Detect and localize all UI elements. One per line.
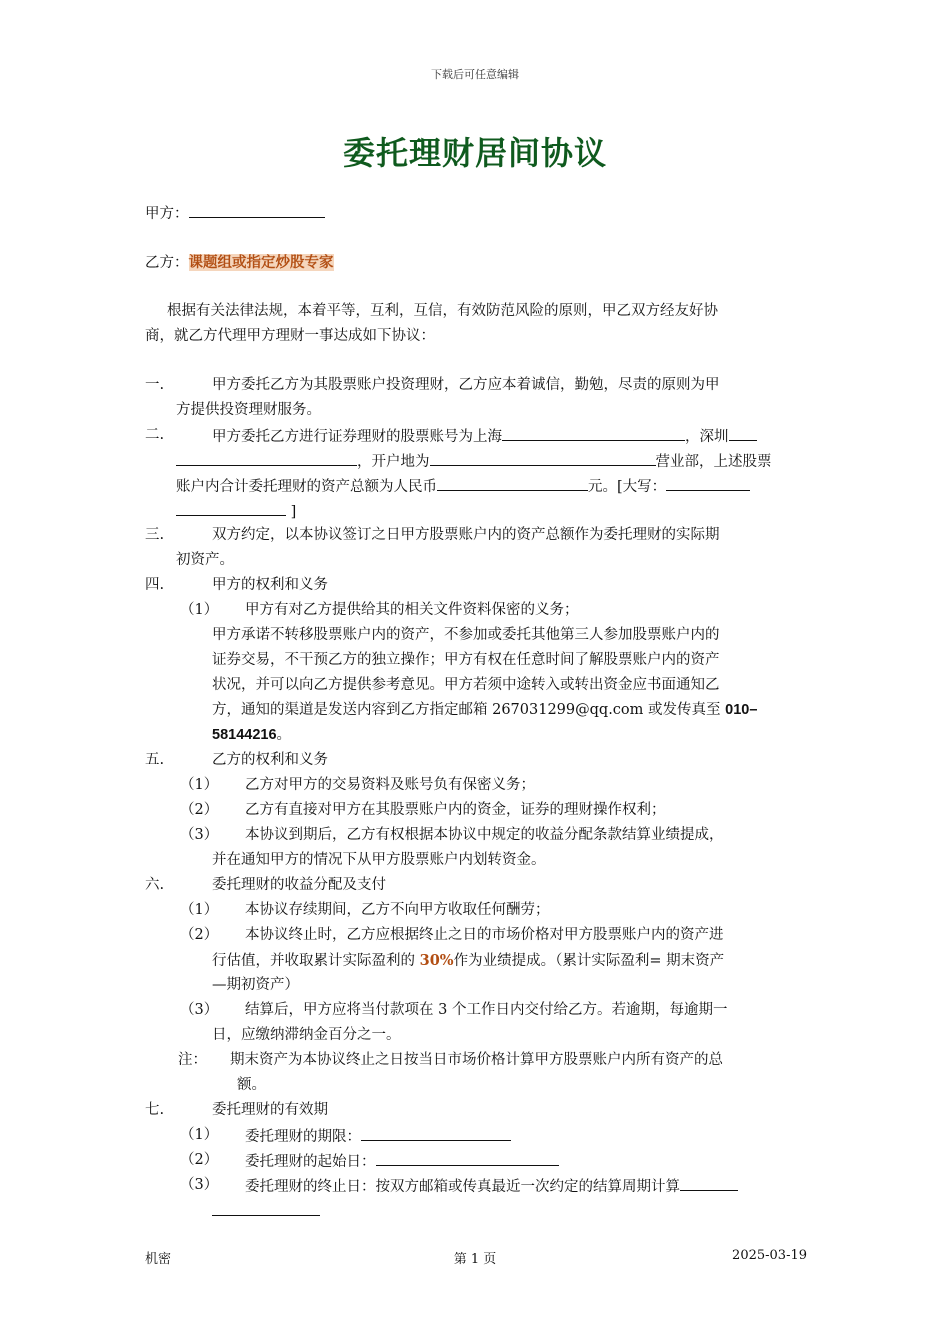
section-4-item-1: 甲方有对乙方提供给其的相关文件资料保密的义务； (245, 602, 579, 618)
party-b-value: 课题组或指定炒股专家 (188, 254, 334, 271)
section-6-number: 六. (145, 877, 165, 893)
section-2-text-shanghai: 甲方委托乙方进行证券理财的股票账号为上海 (212, 429, 502, 445)
section-5-item-3-line-2: 并在通知甲方的情况下从甲方股票账户内划转资金。 (212, 852, 546, 868)
amount-words-blank-start[interactable] (666, 473, 750, 491)
start-date-blank[interactable] (376, 1148, 559, 1166)
section-6-item-2-number: （2） (180, 927, 219, 943)
shenzhen-account-blank-start[interactable] (729, 423, 757, 441)
section-6-note-label: 注： (178, 1052, 207, 1068)
end-date-blank[interactable] (212, 1198, 320, 1216)
section-5-item-1-number: （1） (180, 777, 219, 793)
section-6-commission-suffix: 作为业绩提成。（累计实际盈利= 期末资产 (453, 953, 725, 969)
section-4-item-1-number: （1） (180, 602, 219, 618)
section-1-line-1: 甲方委托乙方为其股票账户投资理财，乙方应本着诚信，勤勉，尽责的原则为甲 (212, 377, 720, 393)
section-6-commission-text: 行估值，并收取累计实际盈利的 (212, 953, 420, 969)
section-2-line-1 (212, 423, 757, 450)
intro-line-2: 商，就乙方代理甲方理财一事达成如下协议： (145, 328, 435, 344)
section-7-item-2-number: （2） (180, 1152, 219, 1168)
party-b-label: 乙方： (145, 255, 189, 271)
section-5-item-3-number: （3） (180, 827, 219, 843)
section-7-number: 七. (145, 1102, 165, 1118)
end-date-label: 委托理财的终止日：按双方邮箱或传真最近一次约定的结算周期计算 (245, 1179, 680, 1195)
section-4-number: 四. (145, 577, 165, 593)
section-6-note-line-2: 额。 (237, 1077, 266, 1093)
footer-date: 2025-03-19 (732, 1248, 807, 1263)
shenzhen-account-blank[interactable] (176, 448, 357, 466)
section-3-number: 三. (145, 527, 165, 543)
start-date-label: 委托理财的起始日： (245, 1154, 376, 1170)
section-6-item-3-line-2: 日，应缴纳滞纳金百分之一。 (212, 1027, 401, 1043)
section-7-item-3 (245, 1173, 738, 1200)
section-2-line-3 (176, 473, 750, 500)
fax-number: 58144216 (212, 727, 277, 743)
section-2-text-shenzhen: ，深圳 (685, 429, 729, 445)
section-4-para-5 (212, 723, 291, 748)
section-7-heading: 委托理财的有效期 (212, 1102, 328, 1118)
section-1-line-2: 方提供投资理财服务。 (176, 402, 321, 418)
section-4-email-text: 方，通知的渠道是发送内容到乙方指定邮箱 267031299@qq.com 或发传真至 (212, 702, 726, 718)
branch-blank[interactable] (430, 448, 656, 466)
section-4-para-2: 证券交易，不干预乙方的独立操作；甲方有权在任意时间了解股票账户内的资产 (212, 652, 720, 668)
section-7-item-1 (245, 1123, 511, 1150)
section-4-period: 。 (276, 727, 292, 743)
section-2-number: 二. (145, 427, 165, 443)
section-6-item-2-line-3: —期初资产） (212, 977, 299, 993)
party-b-line (145, 250, 334, 276)
section-4-para-4 (212, 698, 757, 723)
document-title: 委托理财居间协议 (342, 134, 607, 172)
term-label: 委托理财的期限： (245, 1129, 361, 1145)
section-6-item-2-line-2 (212, 948, 724, 974)
section-2-line-4 (176, 498, 296, 525)
section-2-bracket: ] (290, 504, 297, 520)
amount-words-blank[interactable] (176, 498, 286, 516)
section-5-item-3-line-1: 本协议到期后，乙方有权根据本协议中规定的收益分配条款结算业绩提成， (245, 827, 724, 843)
section-3-line-1: 双方约定，以本协议签订之日甲方股票账户内的资产总额作为委托理财的实际期 (212, 527, 720, 543)
party-a-line (145, 200, 325, 227)
section-7-item-1-number: （1） (180, 1127, 219, 1143)
intro-line-1: 根据有关法律法规，本着平等，互利，互信，有效防范风险的原则，甲乙双方经友好协 (167, 303, 718, 319)
term-blank[interactable] (361, 1123, 511, 1141)
amount-blank[interactable] (437, 473, 588, 491)
section-6-item-2-line-1: 本协议终止时，乙方应根据终止之日的市场价格对甲方股票账户内的资产进 (245, 927, 724, 943)
section-6-item-3-number: （3） (180, 1002, 219, 1018)
section-2-text-branch-suffix: 营业部，上述股票 (655, 454, 772, 470)
shanghai-account-blank[interactable] (502, 423, 685, 441)
page-header: 下载后可任意编辑 (431, 68, 519, 81)
commission-percentage: 30% (419, 952, 454, 969)
fax-prefix: 010– (725, 702, 758, 718)
section-5-item-2-number: （2） (180, 802, 219, 818)
section-3-line-2: 初资产。 (176, 552, 234, 568)
section-6-item-3-line-1: 结算后，甲方应将当付款项在 3 个工作日内交付给乙方。若逾期，每逾期一 (245, 1002, 728, 1018)
section-6-item-1: 本协议存续期间，乙方不向甲方收取任何酬劳； (245, 902, 550, 918)
section-6-note-line-1: 期末资产为本协议终止之日按当日市场价格计算甲方股票账户内所有资产的总 (230, 1052, 723, 1068)
section-2-text-branch: ，开户地为 (357, 454, 430, 470)
footer-confidential: 机密 (145, 1252, 172, 1267)
section-5-heading: 乙方的权利和义务 (212, 752, 328, 768)
section-7-item-3-number: （3） (180, 1177, 219, 1193)
section-2-line-2 (176, 448, 772, 475)
section-6-item-1-number: （1） (180, 902, 219, 918)
section-7-item-2 (245, 1148, 559, 1175)
section-1-number: 一. (145, 377, 165, 393)
section-5-item-1: 乙方对甲方的交易资料及账号负有保密义务； (245, 777, 535, 793)
section-2-text-amount: 账户内合计委托理财的资产总额为人民币 (176, 479, 437, 495)
section-7-item-3-line-2 (212, 1198, 320, 1225)
section-5-number: 五. (145, 752, 165, 768)
section-4-para-3: 状况，并可以向乙方提供参考意见。甲方若须中途转入或转出资金应书面通知乙 (212, 677, 720, 693)
section-4-heading: 甲方的权利和义务 (212, 577, 328, 593)
section-6-heading: 委托理财的收益分配及支付 (212, 877, 386, 893)
end-date-blank-start[interactable] (680, 1173, 738, 1191)
party-a-blank[interactable] (189, 200, 325, 218)
party-a-label: 甲方： (145, 206, 189, 222)
section-4-para-1: 甲方承诺不转移股票账户内的资产，不参加或委托其他第三人参加股票账户内的 (212, 627, 720, 643)
footer-page-number: 第 1 页 (453, 1252, 497, 1267)
section-5-item-2: 乙方有直接对甲方在其股票账户内的资金，证券的理财操作权利； (245, 802, 666, 818)
section-2-text-amount-words: 元。[大写： (588, 479, 667, 495)
